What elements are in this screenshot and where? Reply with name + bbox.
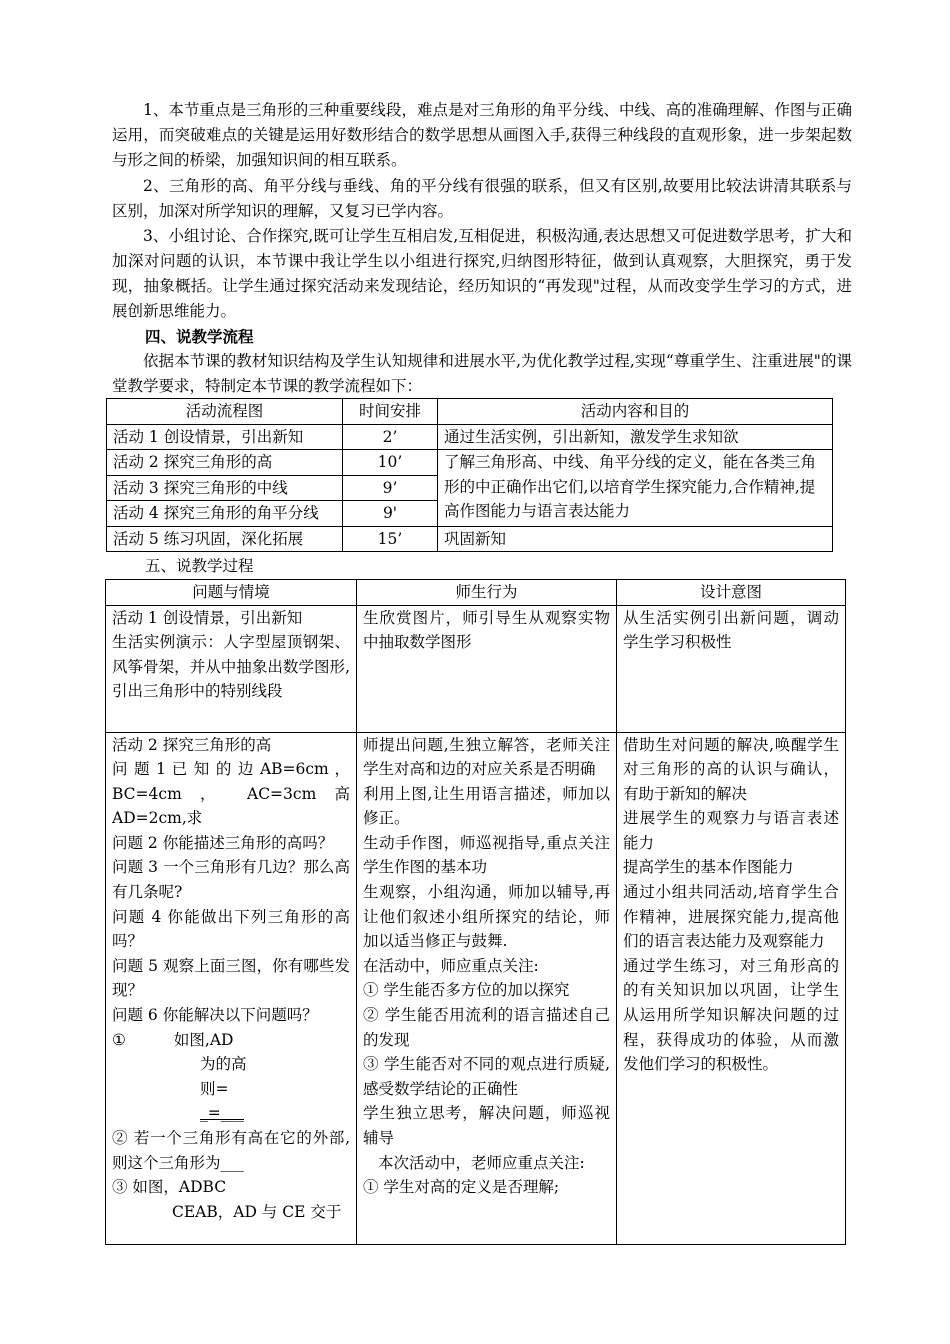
table-row: [107, 526, 833, 552]
cell-text: 生欣赏图片，师引导生从观察实物中抽取数学图形: [363, 608, 610, 652]
intent-cell: [617, 605, 846, 732]
cell-text: ③ 学生能否对不同的观点进行质疑,感受数学结论的正确性: [363, 1055, 610, 1098]
cell-text: 通过学生练习，对三角形高的的有关知识加以巩固，让学生从运用所学知识解决问题的过程，获得成功的体验，从而激发他们学习的积极性。: [623, 956, 839, 1074]
table-header: 活动内容和目的: [438, 399, 833, 425]
cell-text: 师提出问题,生独立解答，老师关注学生对高和边的对应关系是否明确: [363, 735, 610, 779]
behavior-cell: [357, 732, 617, 1244]
cell-text: 本次活动中，老师应重点关注:: [378, 1153, 585, 1172]
cell-text: 为的高: [200, 1055, 247, 1074]
content-cell: 巩固新知: [438, 526, 833, 552]
section-caption-5: 五、说教学过程: [145, 557, 254, 575]
table-header: 时间安排: [343, 399, 438, 425]
table-header: 设计意图: [617, 580, 846, 606]
cell-text: 生动手作图，师巡视指导,重点关注学生作图的基本功: [363, 833, 610, 877]
cell-text: 问题 2 你能描述三角形的高吗？: [112, 833, 334, 852]
cell-text: 借助生对问题的解决,唤醒学生对三角形的高的认识与确认，有助于新知的解决: [623, 735, 839, 803]
cell-text: 活动 2 探究三角形的高: [112, 735, 272, 754]
cell-text: ② 学生能否用流利的语言描述自己的发现: [363, 1006, 610, 1049]
cell-text: 问题 6 你能解决以下问题吗？: [112, 1006, 318, 1025]
cell-text: ③ 如图，ADBC: [112, 1178, 227, 1197]
activity-cell: 活动 4 探究三角形的角平分线: [107, 501, 343, 527]
problem-cell: [106, 605, 357, 732]
activity-cell: 活动 3 探究三角形的中线: [107, 475, 343, 501]
time-cell: 9’: [343, 475, 438, 501]
cell-text: 如图,AD: [173, 1030, 234, 1049]
cell-text: _=___: [200, 1104, 244, 1123]
activity-cell: 活动 1 创设情景，引出新知: [107, 424, 343, 450]
cell-text: 则=: [200, 1079, 229, 1098]
paragraph-1: 1、本节重点是三角形的三种重要线段，难点是对三角形的角平分线、中线、高的准确理解、作图与正确运用，而突破难点的关键是运用好数形结合的数学思想从画图入手,获得三种线段的直观形象，进一步架起数与形之间的桥梁，加强知识间的相互联系。: [112, 101, 852, 169]
content-cell: 通过生活实例，引出新知，激发学生求知欲: [438, 424, 833, 450]
intent-cell: [617, 732, 846, 1244]
flow-table: [106, 398, 833, 552]
process-table: [105, 579, 846, 1245]
paragraph-3: 3、小组讨论、合作探究,既可让学生互相启发,互相促进，积极沟通,表达思想又可促进数学思考，扩大和加深对问题的认识，本节课中我让学生以小组进行探究,归纳图形特征，做到认真观察，大胆探究，勇于发现，抽象概括。让学生通过探究活动来发现结论，经历知识的“再发现"过程，从而改变学生学习的方式，进展创新思维能力。: [112, 227, 852, 320]
section-heading-4: 四、说教学流程: [145, 327, 254, 346]
cell-text: 在活动中，师应重点关注:: [363, 956, 539, 975]
cell-text: 学生独立思考，解决问题，师巡视辅导: [363, 1104, 610, 1147]
table-header: 活动流程图: [107, 399, 343, 425]
table-header-row: [106, 580, 846, 606]
cell-text: 问 题 1 已 知 的 边 AB=6cm ， BC=4cm ， AC=3cm 高 AD=2cm,求: [112, 760, 350, 828]
table-header-row: [107, 399, 833, 425]
cell-text: 问题 5 观察上面三图，你有哪些发现？: [112, 956, 350, 1000]
section-4-intro: 依据本节课的教材知识结构及学生认知规律和进展水平,为优化教学过程,实现“尊重学生、注重进展"的课堂教学要求，特制定本节课的教学流程如下：: [112, 352, 852, 395]
activity-cell: 活动 2 探究三角形的高: [107, 450, 343, 476]
cell-text: CEAB，AD 与 CE 交于: [172, 1202, 342, 1221]
cell-text: 生观察，小组沟通，师加以辅导,再让他们叙述小组所探究的结论，师加以适当修正与鼓舞.: [363, 883, 610, 951]
cell-text: 提高学生的基本作图能力: [623, 858, 794, 877]
cell-text: 进展学生的观察力与语言表述能力: [623, 809, 839, 852]
paragraph-2: 2、三角形的高、角平分线与垂线、角的平分线有很强的联系，但又有区别,故要用比较法讲清其联系与区别，加深对所学知识的理解，又复习已学内容。: [112, 177, 852, 220]
table-row: [107, 424, 833, 450]
cell-text: 生活实例演示：人字型屋顶钢架、风筝骨架，并从中抽象出数学图形,引出三角形中的特别线段: [112, 633, 350, 701]
cell-text: ② 若一个三角形有高在它的外部,则这个三角形为___: [112, 1129, 350, 1172]
sub-question-1: [112, 1028, 350, 1053]
table-header: 问题与情境: [106, 580, 357, 606]
cell-text: 问题 3 一个三角形有几边？那么高有几条呢?: [112, 858, 350, 902]
table-row: [107, 450, 833, 476]
cell-text: 利用上图,让生用语言描述，师加以修正。: [363, 784, 610, 828]
activity-cell: 活动 5 练习巩固，深化拓展: [107, 526, 343, 552]
time-cell: 9': [343, 501, 438, 527]
cell-text: 问题 4 你能做出下列三角形的高吗？: [112, 907, 350, 951]
time-cell: 15’: [343, 526, 438, 552]
behavior-cell: [357, 605, 617, 732]
cell-text: 活动 1 创设情景，引出新知: [112, 608, 303, 627]
time-cell: 10’: [343, 450, 438, 476]
problem-cell: [106, 732, 357, 1244]
cell-text: 通过小组共同活动,培育学生合作精神，进展探究能力,提高他们的语言表达能力及观察能力: [623, 883, 839, 951]
table-row: [106, 732, 846, 1244]
table-header: 师生行为: [357, 580, 617, 606]
cell-text: 从生活实例引出新问题，调动学生学习积极性: [623, 608, 839, 652]
cell-text: ① 学生对高的定义是否理解;: [363, 1178, 560, 1197]
circled-number: ①: [112, 1030, 126, 1049]
time-cell: 2’: [343, 424, 438, 450]
cell-text: ① 学生能否多方位的加以探究: [363, 981, 570, 1000]
merged-content-cell: 了解三角形高、中线、角平分线的定义，能在各类三角形的中正确作出它们,以培育学生探究能力,合作精神,提高作图能力与语言表达能力: [438, 450, 833, 527]
table-row: [106, 605, 846, 732]
